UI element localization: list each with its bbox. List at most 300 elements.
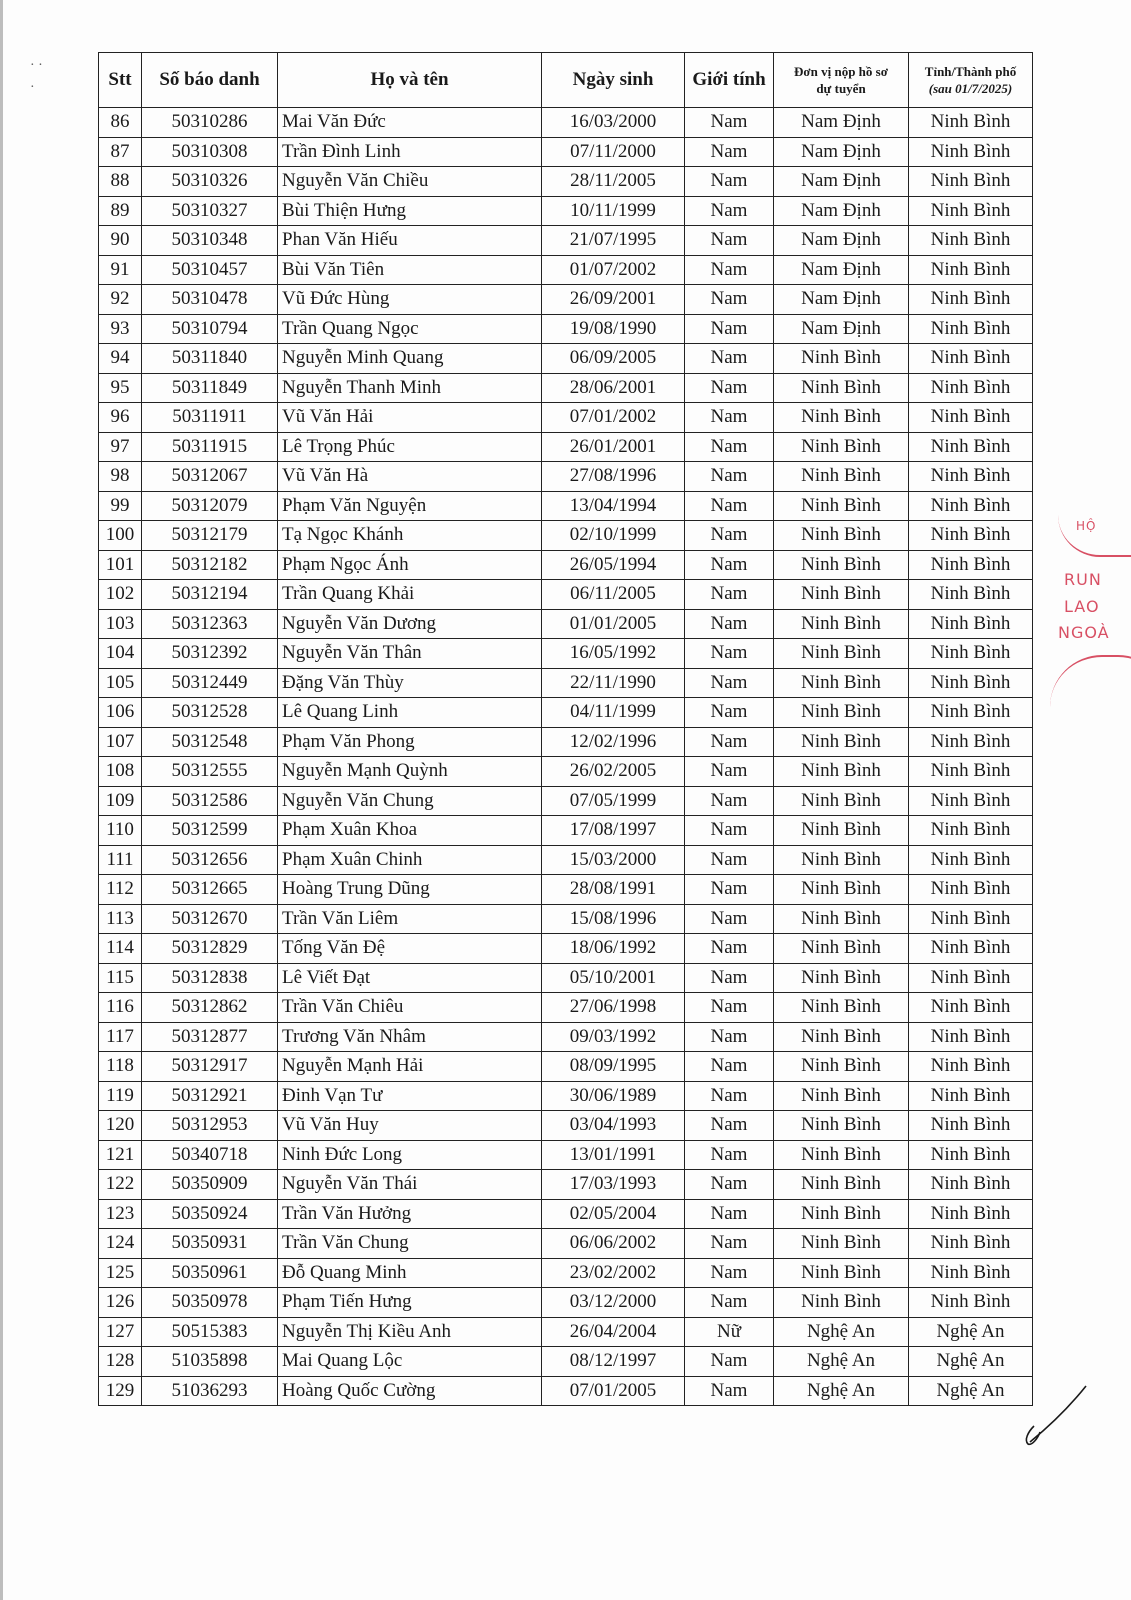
cell-province: Ninh Bình	[909, 167, 1033, 197]
cell-unit: Nam Định	[774, 314, 909, 344]
cell-unit: Ninh Bình	[774, 462, 909, 492]
cell-stt: 103	[99, 609, 142, 639]
cell-gender: Nam	[685, 1258, 774, 1288]
table-row	[99, 1229, 1033, 1259]
cell-name: Vũ Văn Hà	[278, 462, 542, 492]
cell-sbd: 50350961	[142, 1258, 278, 1288]
cell-unit: Ninh Bình	[774, 757, 909, 787]
cell-gender: Nam	[685, 816, 774, 846]
cell-sbd: 50310457	[142, 255, 278, 285]
cell-stt: 99	[99, 491, 142, 521]
cell-sbd: 50515383	[142, 1317, 278, 1347]
cell-sbd: 50312877	[142, 1022, 278, 1052]
cell-name: Phạm Xuân Khoa	[278, 816, 542, 846]
cell-name: Nguyễn Thị Kiều Anh	[278, 1317, 542, 1347]
cell-province: Ninh Bình	[909, 196, 1033, 226]
table-row	[99, 1081, 1033, 1111]
table-row	[99, 1347, 1033, 1377]
cell-dob: 19/08/1990	[542, 314, 685, 344]
cell-sbd: 50350931	[142, 1229, 278, 1259]
cell-sbd: 50312586	[142, 786, 278, 816]
cell-unit: Ninh Bình	[774, 904, 909, 934]
cell-stt: 98	[99, 462, 142, 492]
stamp-text-1: HỘ	[1076, 519, 1097, 533]
cell-stt: 120	[99, 1111, 142, 1141]
cell-name: Phạm Xuân Chinh	[278, 845, 542, 875]
table-row	[99, 1111, 1033, 1141]
cell-unit: Ninh Bình	[774, 344, 909, 374]
cell-name: Nguyễn Văn Thân	[278, 639, 542, 669]
cell-name: Vũ Văn Huy	[278, 1111, 542, 1141]
cell-sbd: 50312599	[142, 816, 278, 846]
cell-province: Ninh Bình	[909, 432, 1033, 462]
cell-gender: Nam	[685, 1376, 774, 1406]
cell-unit: Nam Định	[774, 226, 909, 256]
cell-stt: 108	[99, 757, 142, 787]
cell-gender: Nam	[685, 875, 774, 905]
stamp-text-2: RUN	[1064, 570, 1102, 589]
cell-stt: 86	[99, 108, 142, 138]
cell-sbd: 50310286	[142, 108, 278, 138]
cell-unit: Ninh Bình	[774, 521, 909, 551]
cell-name: Nguyễn Thanh Minh	[278, 373, 542, 403]
table-row	[99, 1199, 1033, 1229]
cell-gender: Nam	[685, 580, 774, 610]
cell-gender: Nam	[685, 137, 774, 167]
cell-sbd: 50350909	[142, 1170, 278, 1200]
cell-gender: Nam	[685, 226, 774, 256]
cell-name: Mai Văn Đức	[278, 108, 542, 138]
cell-sbd: 50350978	[142, 1288, 278, 1318]
cell-gender: Nam	[685, 1288, 774, 1318]
cell-unit: Ninh Bình	[774, 698, 909, 728]
cell-name: Trần Quang Ngọc	[278, 314, 542, 344]
cell-unit: Ninh Bình	[774, 1052, 909, 1082]
cell-stt: 88	[99, 167, 142, 197]
cell-stt: 114	[99, 934, 142, 964]
cell-stt: 112	[99, 875, 142, 905]
cell-unit: Nghệ An	[774, 1317, 909, 1347]
cell-sbd: 50312656	[142, 845, 278, 875]
cell-province: Ninh Bình	[909, 1170, 1033, 1200]
cell-name: Trần Văn Chiêu	[278, 993, 542, 1023]
cell-name: Phạm Văn Nguyện	[278, 491, 542, 521]
cell-gender: Nam	[685, 432, 774, 462]
cell-dob: 15/03/2000	[542, 845, 685, 875]
cell-stt: 123	[99, 1199, 142, 1229]
stamp-text-4: NGOÀ	[1058, 623, 1110, 642]
cell-dob: 10/11/1999	[542, 196, 685, 226]
cell-sbd: 50310478	[142, 285, 278, 315]
table-row	[99, 1170, 1033, 1200]
cell-unit: Ninh Bình	[774, 491, 909, 521]
cell-gender: Nam	[685, 993, 774, 1023]
cell-name: Nguyễn Văn Chiều	[278, 167, 542, 197]
cell-sbd: 50312067	[142, 462, 278, 492]
cell-stt: 97	[99, 432, 142, 462]
cell-dob: 23/02/2002	[542, 1258, 685, 1288]
table-row	[99, 550, 1033, 580]
cell-dob: 17/08/1997	[542, 816, 685, 846]
table-row	[99, 432, 1033, 462]
cell-sbd: 51036293	[142, 1376, 278, 1406]
cell-stt: 119	[99, 1081, 142, 1111]
cell-unit: Ninh Bình	[774, 432, 909, 462]
cell-unit: Ninh Bình	[774, 1111, 909, 1141]
cell-dob: 26/02/2005	[542, 757, 685, 787]
table-row	[99, 580, 1033, 610]
cell-gender: Nam	[685, 934, 774, 964]
cell-gender: Nam	[685, 1022, 774, 1052]
table-row	[99, 255, 1033, 285]
cell-name: Nguyễn Văn Dương	[278, 609, 542, 639]
cell-name: Nguyễn Văn Thái	[278, 1170, 542, 1200]
cell-province: Ninh Bình	[909, 1111, 1033, 1141]
cell-name: Hoàng Quốc Cường	[278, 1376, 542, 1406]
cell-sbd: 50312079	[142, 491, 278, 521]
table-row	[99, 285, 1033, 315]
table-row	[99, 314, 1033, 344]
cell-unit: Ninh Bình	[774, 875, 909, 905]
table-row	[99, 108, 1033, 138]
table-row	[99, 373, 1033, 403]
cell-province: Nghệ An	[909, 1376, 1033, 1406]
table-row	[99, 196, 1033, 226]
cell-stt: 118	[99, 1052, 142, 1082]
cell-stt: 125	[99, 1258, 142, 1288]
table-row	[99, 167, 1033, 197]
cell-dob: 16/03/2000	[542, 108, 685, 138]
cell-name: Phạm Ngọc Ánh	[278, 550, 542, 580]
cell-sbd: 50311840	[142, 344, 278, 374]
cell-dob: 28/11/2005	[542, 167, 685, 197]
cell-name: Mai Quang Lộc	[278, 1347, 542, 1377]
cell-sbd: 50311849	[142, 373, 278, 403]
cell-name: Trần Văn Liêm	[278, 904, 542, 934]
cell-province: Ninh Bình	[909, 1229, 1033, 1259]
cell-unit: Ninh Bình	[774, 816, 909, 846]
cell-stt: 127	[99, 1317, 142, 1347]
cell-sbd: 50310308	[142, 137, 278, 167]
cell-name: Tống Văn Đệ	[278, 934, 542, 964]
cell-unit: Ninh Bình	[774, 550, 909, 580]
cell-dob: 27/06/1998	[542, 993, 685, 1023]
cell-dob: 16/05/1992	[542, 639, 685, 669]
table-row	[99, 875, 1033, 905]
cell-gender: Nam	[685, 786, 774, 816]
table-row	[99, 344, 1033, 374]
cell-province: Ninh Bình	[909, 993, 1033, 1023]
cell-gender: Nữ	[685, 1317, 774, 1347]
cell-unit: Ninh Bình	[774, 845, 909, 875]
table-row	[99, 668, 1033, 698]
cell-gender: Nam	[685, 314, 774, 344]
table-row	[99, 521, 1033, 551]
table-row	[99, 934, 1033, 964]
cell-province: Ninh Bình	[909, 108, 1033, 138]
cell-dob: 01/01/2005	[542, 609, 685, 639]
cell-sbd: 50312921	[142, 1081, 278, 1111]
table-row	[99, 963, 1033, 993]
cell-gender: Nam	[685, 845, 774, 875]
cell-name: Phạm Tiến Hưng	[278, 1288, 542, 1318]
cell-name: Nguyễn Mạnh Quỳnh	[278, 757, 542, 787]
cell-dob: 28/06/2001	[542, 373, 685, 403]
cell-gender: Nam	[685, 491, 774, 521]
cell-gender: Nam	[685, 108, 774, 138]
cell-sbd: 50312363	[142, 609, 278, 639]
table-row	[99, 1317, 1033, 1347]
cell-name: Đinh Vạn Tư	[278, 1081, 542, 1111]
cell-name: Vũ Đức Hùng	[278, 285, 542, 315]
cell-dob: 06/06/2002	[542, 1229, 685, 1259]
cell-sbd: 50350924	[142, 1199, 278, 1229]
table-row	[99, 1376, 1033, 1406]
cell-province: Nghệ An	[909, 1347, 1033, 1377]
cell-unit: Ninh Bình	[774, 1170, 909, 1200]
cell-unit: Nam Định	[774, 285, 909, 315]
cell-unit: Nam Định	[774, 255, 909, 285]
cell-stt: 116	[99, 993, 142, 1023]
cell-stt: 93	[99, 314, 142, 344]
cell-stt: 115	[99, 963, 142, 993]
cell-stt: 121	[99, 1140, 142, 1170]
cell-dob: 26/01/2001	[542, 432, 685, 462]
cell-province: Nghệ An	[909, 1317, 1033, 1347]
table-row	[99, 226, 1033, 256]
cell-unit: Ninh Bình	[774, 934, 909, 964]
cell-province: Ninh Bình	[909, 963, 1033, 993]
cell-province: Ninh Bình	[909, 1140, 1033, 1170]
cell-name: Lê Trọng Phúc	[278, 432, 542, 462]
cell-gender: Nam	[685, 285, 774, 315]
cell-dob: 05/10/2001	[542, 963, 685, 993]
cell-stt: 87	[99, 137, 142, 167]
cell-province: Ninh Bình	[909, 1052, 1033, 1082]
cell-name: Trần Đình Linh	[278, 137, 542, 167]
header-dob: Ngày sinh	[542, 53, 685, 108]
cell-sbd: 50311915	[142, 432, 278, 462]
header-province-line2: (sau 01/7/2025)	[928, 81, 1013, 96]
cell-province: Ninh Bình	[909, 786, 1033, 816]
cell-dob: 07/11/2000	[542, 137, 685, 167]
cell-unit: Ninh Bình	[774, 1140, 909, 1170]
cell-dob: 26/05/1994	[542, 550, 685, 580]
cell-gender: Nam	[685, 609, 774, 639]
cell-stt: 109	[99, 786, 142, 816]
cell-gender: Nam	[685, 521, 774, 551]
cell-province: Ninh Bình	[909, 904, 1033, 934]
header-unit-line2: dự tuyển	[816, 81, 866, 96]
cell-dob: 26/09/2001	[542, 285, 685, 315]
cell-sbd: 51035898	[142, 1347, 278, 1377]
cell-gender: Nam	[685, 1170, 774, 1200]
cell-unit: Ninh Bình	[774, 963, 909, 993]
table-row	[99, 137, 1033, 167]
cell-province: Ninh Bình	[909, 816, 1033, 846]
cell-sbd: 50312179	[142, 521, 278, 551]
cell-gender: Nam	[685, 1140, 774, 1170]
cell-stt: 124	[99, 1229, 142, 1259]
cell-province: Ninh Bình	[909, 1288, 1033, 1318]
cell-stt: 102	[99, 580, 142, 610]
cell-sbd: 50310326	[142, 167, 278, 197]
cell-sbd: 50312917	[142, 1052, 278, 1082]
cell-unit: Ninh Bình	[774, 993, 909, 1023]
cell-gender: Nam	[685, 403, 774, 433]
cell-stt: 96	[99, 403, 142, 433]
cell-name: Trương Văn Nhâm	[278, 1022, 542, 1052]
cell-province: Ninh Bình	[909, 344, 1033, 374]
cell-sbd: 50312392	[142, 639, 278, 669]
cell-gender: Nam	[685, 255, 774, 285]
cell-province: Ninh Bình	[909, 550, 1033, 580]
cell-unit: Nam Định	[774, 196, 909, 226]
signature-mark	[1012, 1378, 1092, 1458]
cell-sbd: 50312862	[142, 993, 278, 1023]
cell-gender: Nam	[685, 1347, 774, 1377]
cell-dob: 01/07/2002	[542, 255, 685, 285]
cell-dob: 15/08/1996	[542, 904, 685, 934]
candidate-table	[98, 52, 1033, 1406]
cell-sbd: 50312953	[142, 1111, 278, 1141]
cell-name: Nguyễn Văn Chung	[278, 786, 542, 816]
cell-sbd: 50312665	[142, 875, 278, 905]
cell-name: Bùi Thiện Hưng	[278, 196, 542, 226]
cell-stt: 122	[99, 1170, 142, 1200]
table-row	[99, 845, 1033, 875]
cell-province: Ninh Bình	[909, 845, 1033, 875]
cell-sbd: 50310327	[142, 196, 278, 226]
cell-sbd: 50311911	[142, 403, 278, 433]
cell-stt: 101	[99, 550, 142, 580]
cell-province: Ninh Bình	[909, 1258, 1033, 1288]
cell-unit: Ninh Bình	[774, 1258, 909, 1288]
scan-specks: · · ·	[30, 58, 43, 95]
cell-dob: 26/04/2004	[542, 1317, 685, 1347]
cell-dob: 30/06/1989	[542, 1081, 685, 1111]
cell-name: Nguyễn Mạnh Hải	[278, 1052, 542, 1082]
table-row	[99, 904, 1033, 934]
cell-province: Ninh Bình	[909, 521, 1033, 551]
header-row	[99, 53, 1033, 108]
cell-dob: 04/11/1999	[542, 698, 685, 728]
cell-province: Ninh Bình	[909, 698, 1033, 728]
cell-dob: 07/01/2002	[542, 403, 685, 433]
cell-unit: Ninh Bình	[774, 1288, 909, 1318]
cell-dob: 17/03/1993	[542, 1170, 685, 1200]
table-row	[99, 816, 1033, 846]
cell-province: Ninh Bình	[909, 255, 1033, 285]
cell-name: Trần Văn Chung	[278, 1229, 542, 1259]
cell-sbd: 50340718	[142, 1140, 278, 1170]
cell-gender: Nam	[685, 462, 774, 492]
table-row	[99, 491, 1033, 521]
cell-gender: Nam	[685, 1229, 774, 1259]
cell-province: Ninh Bình	[909, 609, 1033, 639]
cell-dob: 13/01/1991	[542, 1140, 685, 1170]
cell-unit: Ninh Bình	[774, 1022, 909, 1052]
header-gender: Giới tính	[685, 53, 774, 108]
cell-name: Bùi Văn Tiên	[278, 255, 542, 285]
cell-gender: Nam	[685, 698, 774, 728]
cell-gender: Nam	[685, 167, 774, 197]
cell-unit: Ninh Bình	[774, 609, 909, 639]
header-sbd: Số báo danh	[142, 53, 278, 108]
cell-name: Hoàng Trung Dũng	[278, 875, 542, 905]
table-body	[99, 108, 1033, 1406]
cell-dob: 02/05/2004	[542, 1199, 685, 1229]
cell-stt: 110	[99, 816, 142, 846]
cell-unit: Ninh Bình	[774, 1199, 909, 1229]
table-row	[99, 1022, 1033, 1052]
cell-stt: 90	[99, 226, 142, 256]
cell-dob: 28/08/1991	[542, 875, 685, 905]
cell-unit: Nghệ An	[774, 1347, 909, 1377]
cell-name: Đặng Văn Thùy	[278, 668, 542, 698]
cell-name: Trần Quang Khải	[278, 580, 542, 610]
cell-gender: Nam	[685, 344, 774, 374]
cell-dob: 22/11/1990	[542, 668, 685, 698]
cell-stt: 111	[99, 845, 142, 875]
cell-gender: Nam	[685, 904, 774, 934]
table-row	[99, 993, 1033, 1023]
table-row	[99, 1288, 1033, 1318]
cell-stt: 117	[99, 1022, 142, 1052]
cell-province: Ninh Bình	[909, 934, 1033, 964]
cell-sbd: 50312548	[142, 727, 278, 757]
table-row	[99, 786, 1033, 816]
cell-sbd: 50312528	[142, 698, 278, 728]
cell-name: Đỗ Quang Minh	[278, 1258, 542, 1288]
cell-gender: Nam	[685, 639, 774, 669]
header-province-line1: Tỉnh/Thành phố	[924, 64, 1017, 79]
cell-name: Vũ Văn Hải	[278, 403, 542, 433]
header-unit	[774, 53, 909, 108]
header-unit-line1: Đơn vị nộp hồ sơ	[794, 64, 888, 79]
table-row	[99, 609, 1033, 639]
cell-stt: 89	[99, 196, 142, 226]
cell-name: Phan Văn Hiếu	[278, 226, 542, 256]
cell-gender: Nam	[685, 1052, 774, 1082]
cell-dob: 06/11/2005	[542, 580, 685, 610]
cell-unit: Nam Định	[774, 137, 909, 167]
cell-stt: 105	[99, 668, 142, 698]
cell-name: Phạm Văn Phong	[278, 727, 542, 757]
cell-stt: 95	[99, 373, 142, 403]
cell-gender: Nam	[685, 1081, 774, 1111]
cell-dob: 12/02/1996	[542, 727, 685, 757]
cell-gender: Nam	[685, 373, 774, 403]
cell-name: Nguyễn Minh Quang	[278, 344, 542, 374]
cell-name: Tạ Ngọc Khánh	[278, 521, 542, 551]
cell-province: Ninh Bình	[909, 314, 1033, 344]
cell-sbd: 50312670	[142, 904, 278, 934]
header-name: Họ và tên	[278, 53, 542, 108]
table-row	[99, 698, 1033, 728]
cell-gender: Nam	[685, 550, 774, 580]
cell-stt: 106	[99, 698, 142, 728]
cell-sbd: 50312449	[142, 668, 278, 698]
cell-sbd: 50310794	[142, 314, 278, 344]
table-row	[99, 1140, 1033, 1170]
cell-name: Ninh Đức Long	[278, 1140, 542, 1170]
cell-province: Ninh Bình	[909, 226, 1033, 256]
cell-gender: Nam	[685, 727, 774, 757]
cell-province: Ninh Bình	[909, 580, 1033, 610]
cell-dob: 03/12/2000	[542, 1288, 685, 1318]
cell-unit: Ninh Bình	[774, 639, 909, 669]
